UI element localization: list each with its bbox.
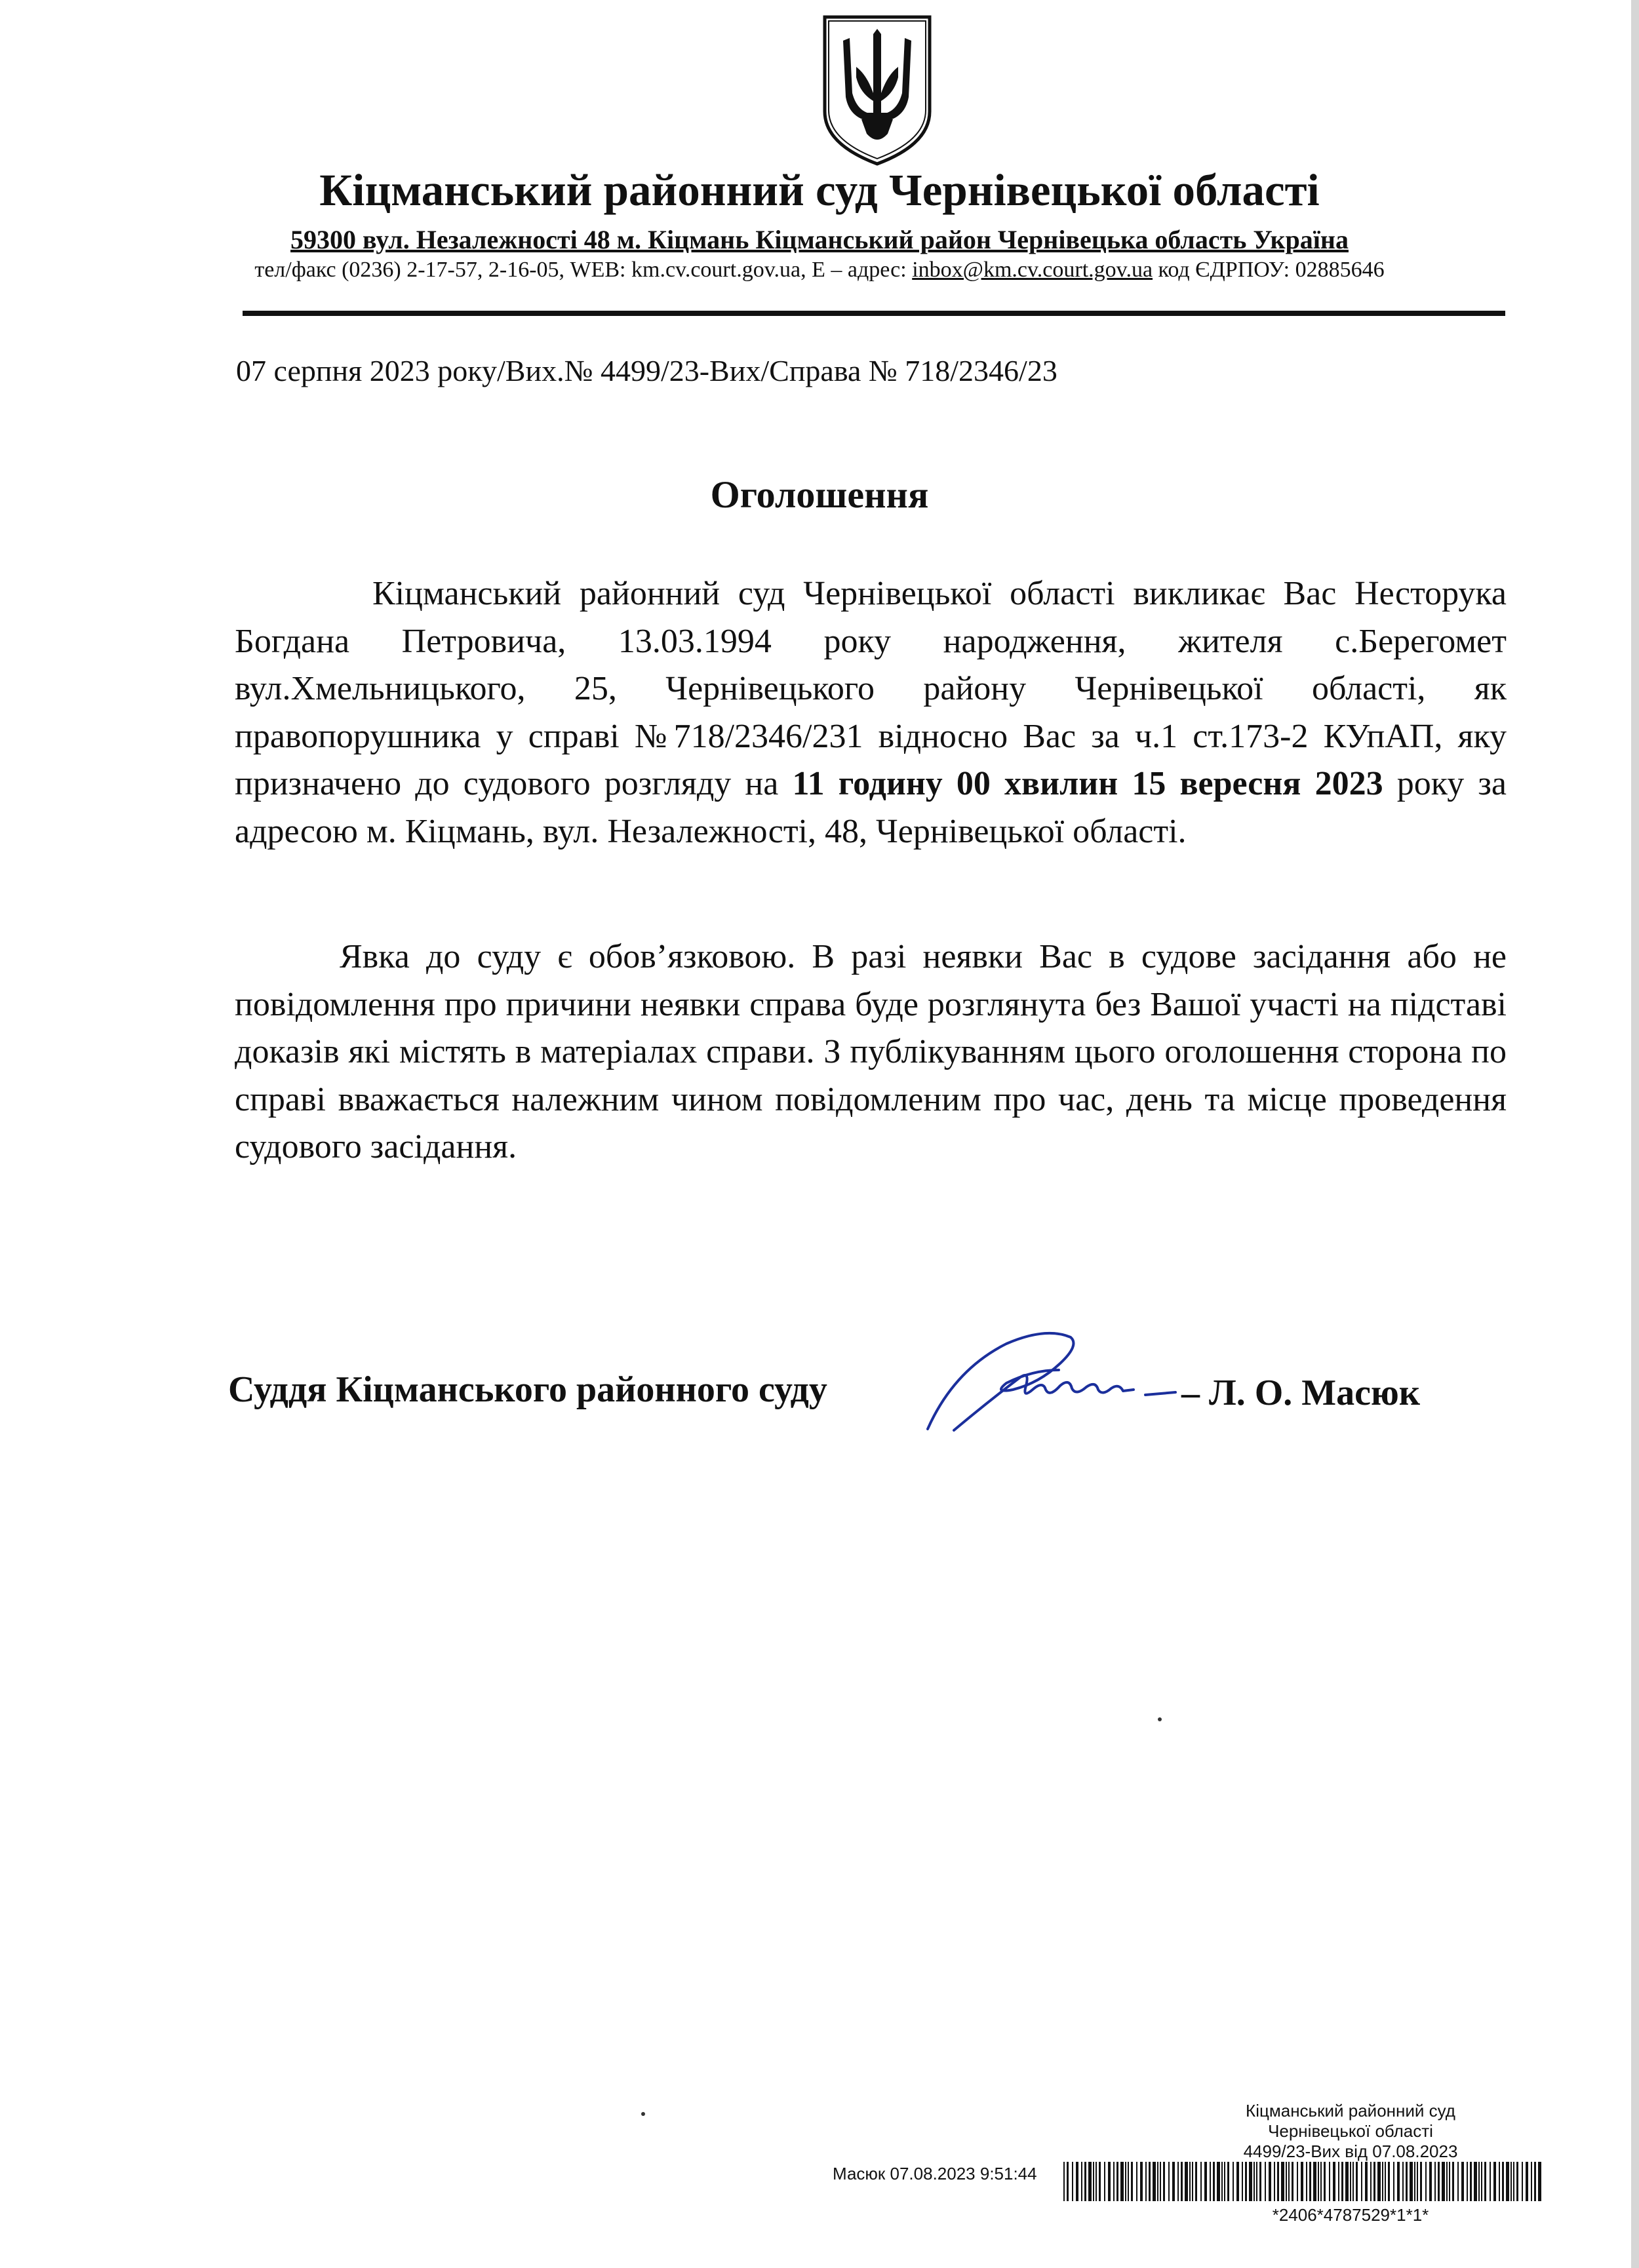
barcode-bar bbox=[1116, 2162, 1118, 2201]
barcode-bar bbox=[1288, 2162, 1290, 2201]
barcode-bar bbox=[1168, 2162, 1170, 2201]
barcode-bar bbox=[1128, 2162, 1129, 2201]
barcode-bar bbox=[1370, 2162, 1372, 2201]
barcode-bar bbox=[1259, 2162, 1261, 2201]
barcode-bar bbox=[1382, 2162, 1383, 2201]
court-address-text: 59300 вул. Незалежності 48 м. Кіцмань Кіцманський район Чернівецька область Україна bbox=[290, 225, 1349, 254]
trident-coat-of-arms-icon bbox=[821, 14, 934, 166]
barcode-bar bbox=[1292, 2162, 1293, 2201]
hearing-datetime: 11 годину 00 хвилин 15 вересня 2023 bbox=[792, 765, 1383, 802]
barcode-bar bbox=[1493, 2162, 1496, 2201]
barcode-bar bbox=[1333, 2162, 1335, 2201]
court-contacts bbox=[0, 254, 1639, 286]
barcode-bar bbox=[1297, 2162, 1298, 2201]
barcode-bar bbox=[1189, 2162, 1191, 2201]
barcode-bar bbox=[1313, 2162, 1316, 2201]
barcode-bar bbox=[1149, 2162, 1151, 2201]
barcode-bar bbox=[1449, 2162, 1450, 2201]
barcode-bar bbox=[1388, 2162, 1390, 2201]
barcode-bar bbox=[1084, 2162, 1086, 2201]
barcode-bar bbox=[1393, 2162, 1394, 2201]
header-divider bbox=[243, 311, 1505, 316]
barcode-bar bbox=[1254, 2162, 1255, 2201]
barcode-bar bbox=[1329, 2162, 1330, 2201]
barcode-bar bbox=[1145, 2162, 1147, 2201]
barcode-bar bbox=[1136, 2162, 1137, 2201]
barcode-bar bbox=[1511, 2162, 1512, 2201]
barcode-icon bbox=[1063, 2162, 1542, 2201]
scan-edge bbox=[1631, 0, 1639, 2268]
barcode-bar bbox=[1318, 2162, 1319, 2201]
judge-name: – Л. О. Масюк bbox=[1181, 1373, 1421, 1413]
barcode-bar bbox=[1446, 2162, 1448, 2201]
barcode-bar bbox=[1157, 2162, 1158, 2201]
barcode-bar bbox=[1309, 2162, 1311, 2201]
court-name: Кіцманський районний суд Чернівецької області bbox=[319, 165, 1320, 215]
barcode-bar bbox=[1269, 2162, 1271, 2201]
barcode-bar bbox=[1099, 2162, 1101, 2201]
barcode-bar bbox=[1195, 2162, 1197, 2201]
barcode-bar bbox=[1484, 2162, 1486, 2201]
barcode-bar bbox=[1067, 2162, 1069, 2201]
speck bbox=[1158, 1717, 1162, 1721]
barcode-bar bbox=[1534, 2162, 1536, 2201]
barcode-bar bbox=[1516, 2162, 1518, 2201]
judge-title: Суддя Кіцманського районного суду bbox=[228, 1369, 827, 1410]
barcode-bar bbox=[1513, 2162, 1514, 2201]
attendance-paragraph: Явка до суду є обов’язковою. В разі неявки Вас в судове засідання або не повідомлення про причини неявки справа буде розглянута без Вашої участі на підставі доказів які містять в матеріалах справи. З публікуванням цього оголошення сторона по справі вважається належним чином повідомленим про час, день та місце проведення судового засідання. bbox=[235, 938, 1507, 1165]
barcode-bar bbox=[1072, 2162, 1073, 2201]
barcode-bar bbox=[1353, 2162, 1354, 2201]
barcode-bar bbox=[1249, 2162, 1252, 2201]
stamp-court: Кіцманський районний суд bbox=[1246, 2101, 1455, 2121]
barcode-bar bbox=[1177, 2162, 1179, 2201]
registration-stamp bbox=[1167, 2101, 1534, 2162]
barcode-bar bbox=[1081, 2162, 1082, 2201]
barcode-bar bbox=[1274, 2162, 1275, 2201]
barcode-bar bbox=[1429, 2162, 1432, 2201]
barcode-bar bbox=[1192, 2162, 1193, 2201]
court-address bbox=[0, 224, 1639, 256]
document-heading: Оголошення bbox=[710, 473, 929, 516]
barcode-bar bbox=[1414, 2162, 1415, 2201]
barcode-bar bbox=[1093, 2162, 1094, 2201]
barcode-bar bbox=[1490, 2162, 1491, 2201]
barcode-bar bbox=[1233, 2162, 1234, 2201]
barcode-bar bbox=[1108, 2162, 1111, 2201]
paragraph1-text-a: Кіцманський районний суд Чернівецької області викликає Вас Несторука Богдана Петровича, 13.03.1994 року народження, жителя с.Берегомет вул.Хмельницького, 25, Чернівецького району Чернівецької області, як правопорушника у справі №718/2346/231 відносно Вас за ч.1 ст.173-2 КУпАП, яку призначено до судового розгляду на bbox=[235, 575, 1507, 802]
barcode-bar bbox=[1442, 2162, 1445, 2201]
barcode-bar bbox=[1301, 2162, 1303, 2201]
barcode-bar bbox=[1474, 2162, 1477, 2201]
barcode-bar bbox=[1265, 2162, 1266, 2201]
barcode-bar bbox=[1538, 2162, 1541, 2201]
barcode-bar bbox=[1131, 2162, 1133, 2201]
barcode-bar bbox=[1420, 2162, 1422, 2201]
barcode-bar bbox=[1345, 2162, 1349, 2201]
speck bbox=[641, 2112, 645, 2116]
barcode-bar bbox=[1153, 2162, 1156, 2201]
barcode-bar bbox=[1373, 2162, 1375, 2201]
barcode-bar bbox=[1104, 2162, 1105, 2201]
barcode-bar bbox=[1499, 2162, 1500, 2201]
paragraph1-text-b: року за адресою м. Кіцмань, вул. Незалежності, 48, Чернівецької області. bbox=[235, 765, 1507, 850]
barcode-bar bbox=[1224, 2162, 1225, 2201]
barcode-bar bbox=[1096, 2162, 1097, 2201]
barcode-bar bbox=[1470, 2162, 1472, 2201]
barcode-bar bbox=[1236, 2162, 1239, 2201]
announcement-paragraph bbox=[235, 570, 1507, 855]
barcode-bar bbox=[1286, 2162, 1287, 2201]
barcode-bar bbox=[1217, 2162, 1220, 2201]
stamp-region: Чернівецької області bbox=[1268, 2121, 1433, 2141]
barcode-bar bbox=[1204, 2162, 1207, 2201]
barcode-bar bbox=[1452, 2162, 1454, 2201]
barcode-bar bbox=[1163, 2162, 1165, 2201]
barcode-bar bbox=[1338, 2162, 1339, 2201]
barcode-bar bbox=[1341, 2162, 1343, 2201]
barcode-bar bbox=[1185, 2162, 1188, 2201]
court-email-link[interactable]: inbox@km.cv.court.gov.ua bbox=[912, 258, 1153, 282]
barcode-bar bbox=[1438, 2162, 1440, 2201]
barcode-bar bbox=[1213, 2162, 1215, 2201]
barcode-bar bbox=[1120, 2162, 1124, 2201]
contacts-suffix: код ЄДРПОУ: 02885646 bbox=[1153, 258, 1385, 282]
barcode-bar bbox=[1088, 2162, 1092, 2201]
barcode-bar bbox=[1425, 2162, 1427, 2201]
barcode-bar bbox=[1140, 2162, 1143, 2201]
barcode-bar bbox=[1377, 2162, 1381, 2201]
barcode-bar bbox=[1277, 2162, 1279, 2201]
barcode-bar bbox=[1245, 2162, 1247, 2201]
barcode-bar bbox=[1481, 2162, 1482, 2201]
barcode-bar bbox=[1113, 2162, 1115, 2201]
barcode-bar bbox=[1256, 2162, 1257, 2201]
barcode-bar bbox=[1417, 2162, 1418, 2201]
barcode-bar bbox=[1365, 2162, 1368, 2201]
barcode-bar bbox=[1361, 2162, 1362, 2201]
barcode-bar bbox=[1531, 2162, 1532, 2201]
barcode-bar bbox=[1385, 2162, 1386, 2201]
barcode-bar bbox=[1125, 2162, 1126, 2201]
barcode-bar bbox=[1200, 2162, 1202, 2201]
barcode-bar bbox=[1522, 2162, 1523, 2201]
barcode-bar bbox=[1478, 2162, 1480, 2201]
barcode-bar bbox=[1306, 2162, 1307, 2201]
barcode-bar bbox=[1461, 2162, 1464, 2201]
stamp-outgoing-number: 4499/23-Вих від 07.08.2023 bbox=[1243, 2141, 1458, 2161]
stamp-signer: Масюк 07.08.2023 9:51:44 bbox=[833, 2164, 1037, 2183]
barcode-bar bbox=[1506, 2162, 1509, 2201]
barcode-code: *2406*4787529*1*1* bbox=[1272, 2205, 1429, 2225]
barcode-bar bbox=[1221, 2162, 1223, 2201]
barcode-bar bbox=[1063, 2162, 1065, 2201]
barcode-bar bbox=[1406, 2162, 1408, 2201]
contacts-prefix: тел/факс (0236) 2-17-57, 2-16-05, WEB: km.cv.court.gov.ua, E – адрес: bbox=[254, 258, 913, 282]
barcode-bar bbox=[1172, 2162, 1175, 2201]
barcode-bar bbox=[1350, 2162, 1351, 2201]
barcode-bar bbox=[1242, 2162, 1243, 2201]
barcode-bar bbox=[1160, 2162, 1161, 2201]
barcode-bar bbox=[1320, 2162, 1322, 2201]
barcode-bar bbox=[1402, 2162, 1404, 2201]
document-reference: 07 серпня 2023 року/Вих.№ 4499/23-Вих/Справа № 718/2346/23 bbox=[236, 354, 1057, 387]
barcode-bar bbox=[1324, 2162, 1326, 2201]
barcode-bar bbox=[1356, 2162, 1358, 2201]
barcode-bar bbox=[1526, 2162, 1528, 2201]
barcode-bar bbox=[1467, 2162, 1468, 2201]
barcode-bar bbox=[1397, 2162, 1400, 2201]
barcode-bar bbox=[1210, 2162, 1211, 2201]
barcode-bar bbox=[1076, 2162, 1078, 2201]
barcode-bar bbox=[1281, 2162, 1284, 2201]
barcode-bar bbox=[1502, 2162, 1504, 2201]
barcode-bar bbox=[1181, 2162, 1183, 2201]
barcode-bar bbox=[1457, 2162, 1459, 2201]
barcode-bar bbox=[1227, 2162, 1229, 2201]
barcode-bar bbox=[1434, 2162, 1436, 2201]
barcode-bar bbox=[1410, 2162, 1413, 2201]
